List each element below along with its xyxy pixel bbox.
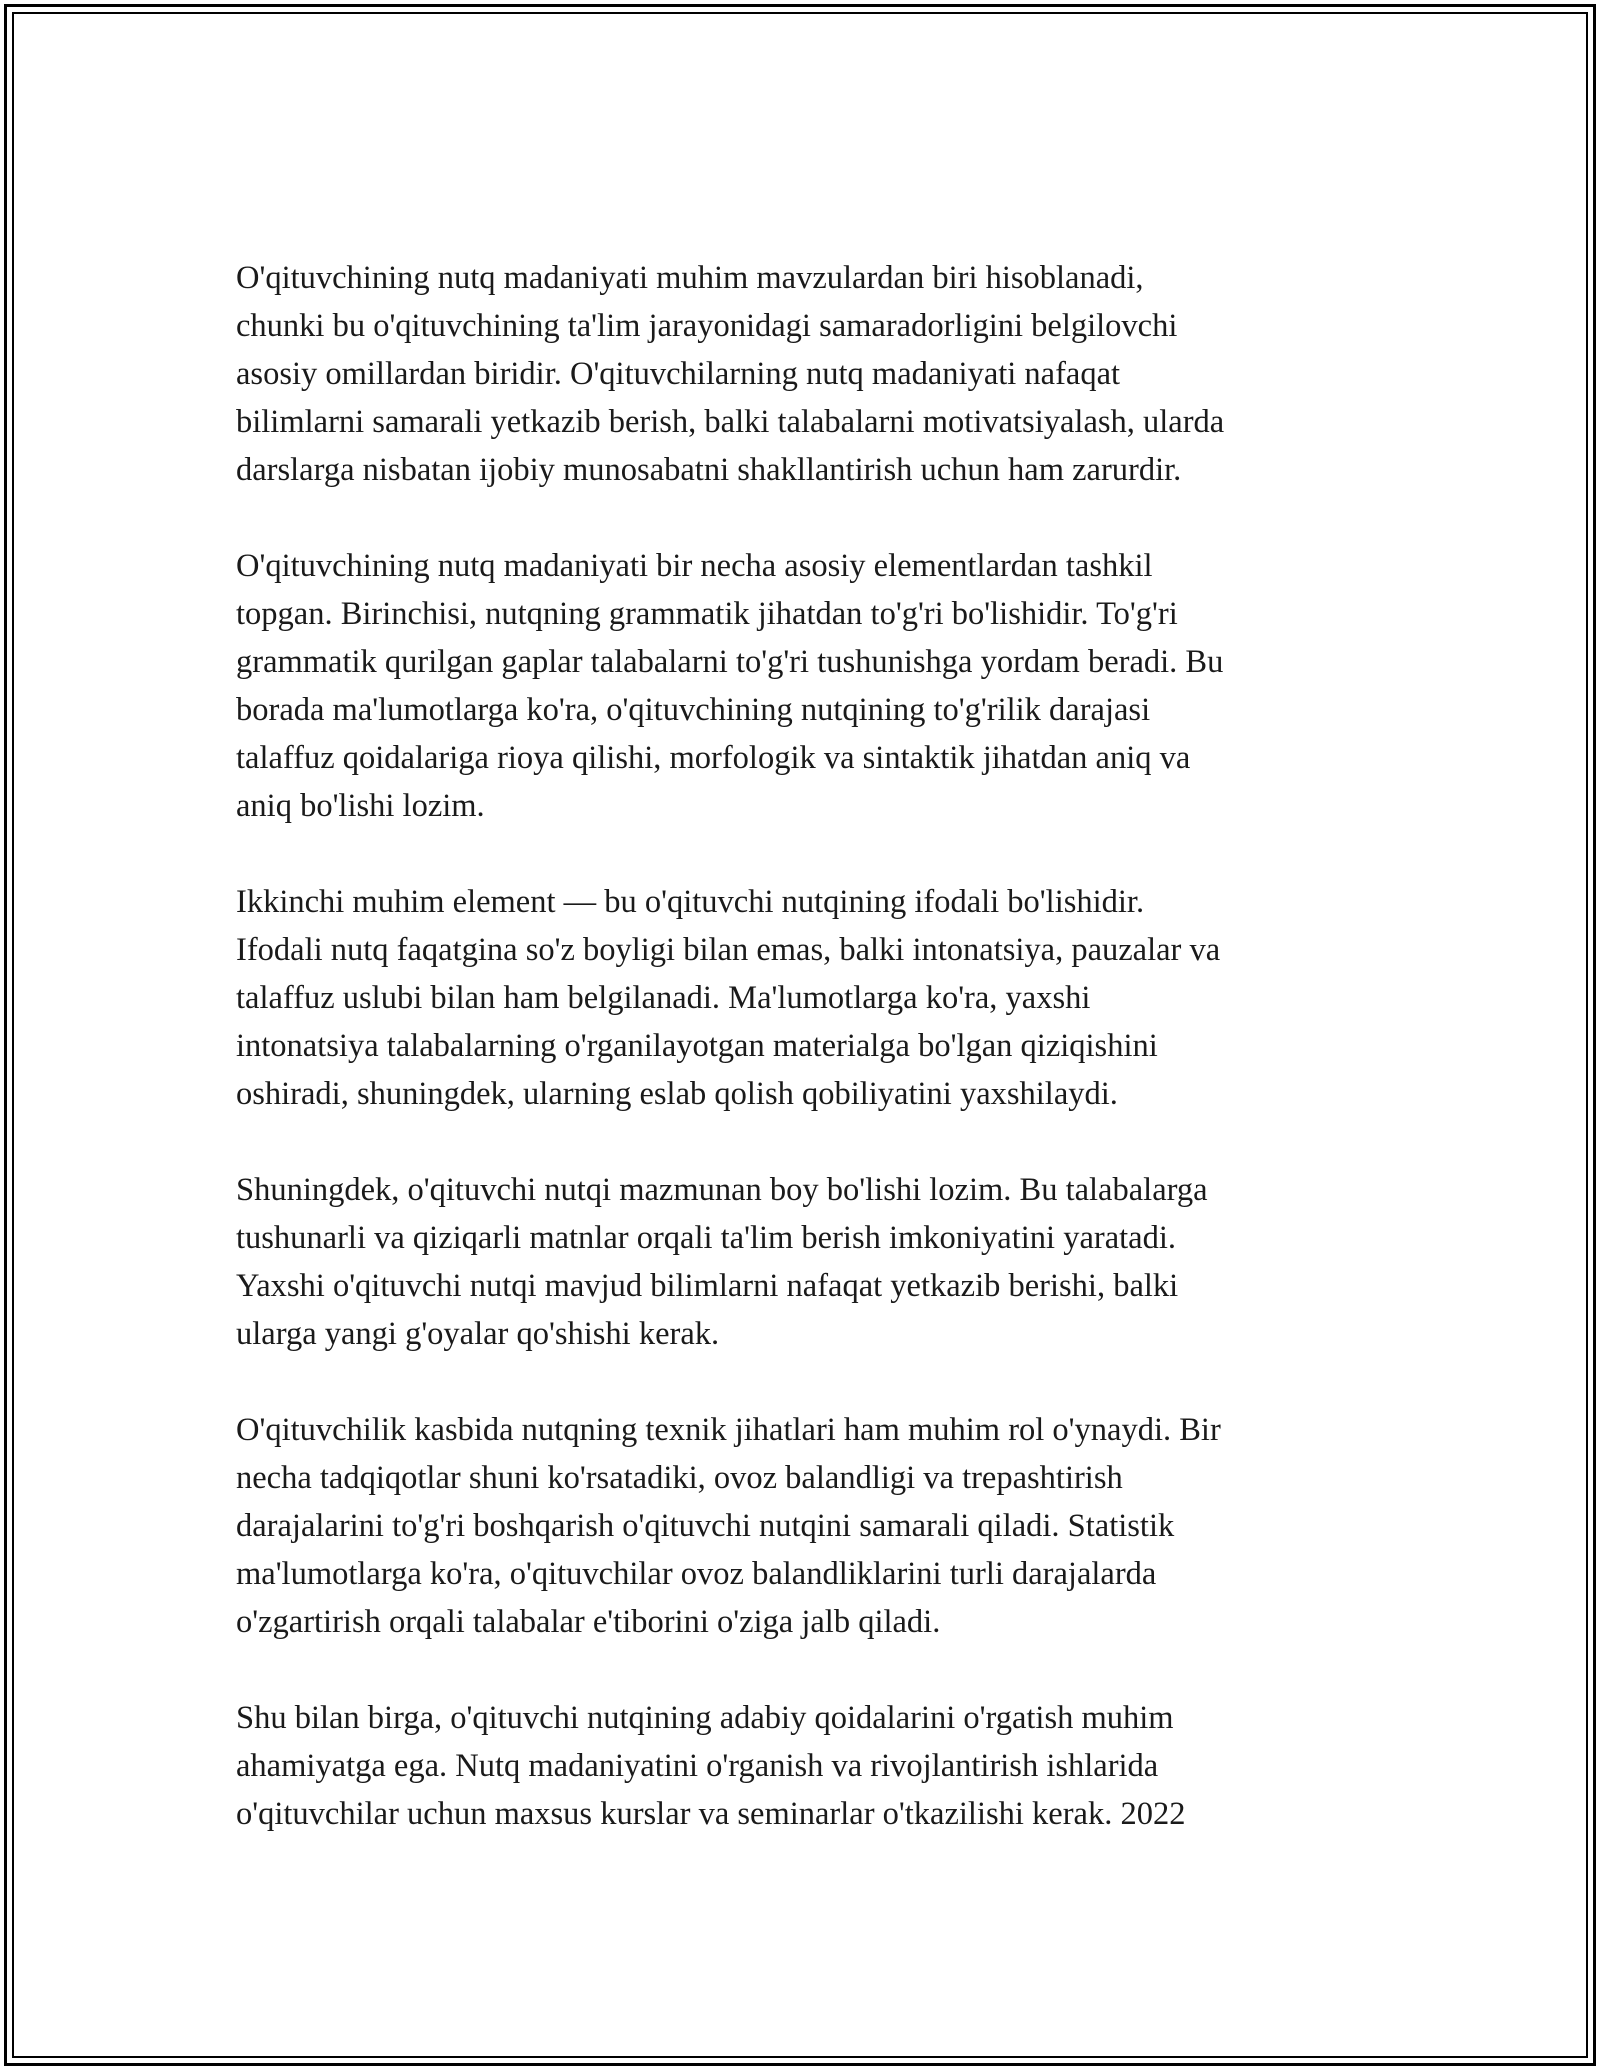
text-line: oshiradi, shuningdek, ularning eslab qolish qobiliyatini yaxshilaydi.: [236, 1076, 1118, 1112]
text-line: darslarga nisbatan ijobiy munosabatni shakllantirish uchun ham zarurdir.: [236, 452, 1182, 488]
text-line: O'qituvchining nutq madaniyati bir necha asosiy elementlardan tashkil: [236, 548, 1153, 584]
text-line: bilimlarni samarali yetkazib berish, balki talabalarni motivatsiyalash, ularda: [236, 404, 1225, 440]
text-line: o'qituvchilar uchun maxsus kurslar va seminarlar o'tkazilishi kerak. 2022: [236, 1796, 1186, 1832]
text-line: O'qituvchilik kasbida nutqning texnik jihatlari ham muhim rol o'ynaydi. Bir: [236, 1412, 1221, 1448]
text-line: Yaxshi o'qituvchi nutqi mavjud bilimlarni nafaqat yetkazib berishi, balki: [236, 1268, 1179, 1304]
paragraph: [236, 254, 1366, 494]
text-line: ularga yangi g'oyalar qo'shishi kerak.: [236, 1316, 720, 1352]
text-line: tushunarli va qiziqarli matnlar orqali ta'lim berish imkoniyatini yaratadi.: [236, 1220, 1176, 1256]
text-line: darajalarini to'g'ri boshqarish o'qituvchi nutqini samarali qiladi. Statistik: [236, 1508, 1175, 1544]
text-line: talaffuz qoidalariga rioya qilishi, morfologik va sintaktik jihatdan aniq va: [236, 740, 1191, 776]
paragraph: [236, 1166, 1366, 1358]
text-line: Ikkinchi muhim element — bu o'qituvchi nutqining ifodali bo'lishidir.: [236, 884, 1145, 920]
paragraph: [236, 1406, 1366, 1646]
text-line: chunki bu o'qituvchining ta'lim jarayonidagi samaradorligini belgilovchi: [236, 308, 1178, 344]
text-line: Ifodali nutq faqatgina so'z boyligi bilan emas, balki intonatsiya, pauzalar va: [236, 932, 1221, 968]
text-line: necha tadqiqotlar shuni ko'rsatadiki, ovoz balandligi va trepashtirish: [236, 1460, 1123, 1496]
text-line: asosiy omillardan biridir. O'qituvchilarning nutq madaniyati nafaqat: [236, 356, 1121, 392]
text-line: aniq bo'lishi lozim.: [236, 788, 485, 824]
text-line: grammatik qurilgan gaplar talabalarni to'g'ri tushunishga yordam beradi. Bu: [236, 644, 1224, 680]
text-line: Shu bilan birga, o'qituvchi nutqining adabiy qoidalarini o'rgatish muhim: [236, 1700, 1174, 1736]
text-line: borada ma'lumotlarga ko'ra, o'qituvchining nutqining to'g'rilik darajasi: [236, 692, 1151, 728]
text-line: o'zgartirish orqali talabalar e'tiborini o'ziga jalb qiladi.: [236, 1604, 941, 1640]
text-line: Shuningdek, o'qituvchi nutqi mazmunan boy bo'lishi lozim. Bu talabalarga: [236, 1172, 1208, 1208]
text-line: talaffuz uslubi bilan ham belgilanadi. Ma'lumotlarga ko'ra, yaxshi: [236, 980, 1091, 1016]
paragraph: [236, 1694, 1366, 1838]
text-line: O'qituvchining nutq madaniyati muhim mavzulardan biri hisoblanadi,: [236, 260, 1144, 296]
text-line: topgan. Birinchisi, nutqning grammatik jihatdan to'g'ri bo'lishidir. To'g'ri: [236, 596, 1178, 632]
text-line: intonatsiya talabalarning o'rganilayotgan materialga bo'lgan qiziqishini: [236, 1028, 1158, 1064]
text-line: ma'lumotlarga ko'ra, o'qituvchilar ovoz balandliklarini turli darajalarda: [236, 1556, 1157, 1592]
document-body: [236, 254, 1366, 1886]
paragraph: [236, 878, 1366, 1118]
paragraph: [236, 542, 1366, 830]
text-line: ahamiyatga ega. Nutq madaniyatini o'rganish va rivojlantirish ishlarida: [236, 1748, 1159, 1784]
